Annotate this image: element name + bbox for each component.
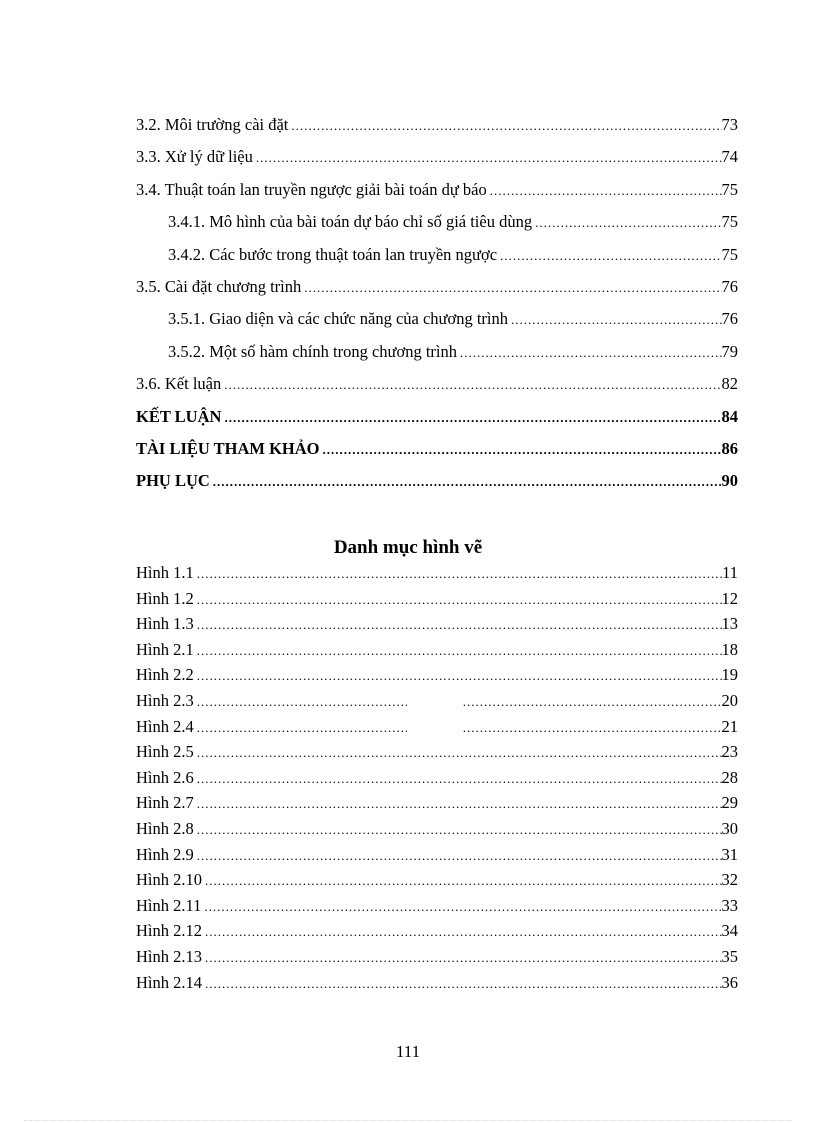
figure-page: 13 <box>721 614 738 634</box>
figure-page: 28 <box>721 767 738 787</box>
figure-label: Hình 2.3 <box>136 690 194 710</box>
toc-entry-page: 90 <box>721 471 738 491</box>
toc-entry-3-2[interactable] <box>136 113 738 145</box>
toc-entry-label: KẾT LUẬN <box>136 406 222 426</box>
figure-label: Hình 2.11 <box>136 895 202 915</box>
figure-label: Hình 1.3 <box>136 614 194 634</box>
figure-page: 30 <box>721 818 738 838</box>
dot-leader <box>197 717 407 739</box>
figure-label: Hình 1.1 <box>136 563 194 582</box>
toc-entry-3-5-1[interactable] <box>136 307 738 339</box>
dot-leader <box>224 373 721 397</box>
figure-label: Hình 2.13 <box>136 946 202 966</box>
dot-leader <box>460 341 722 365</box>
dot-leader <box>205 921 722 943</box>
dot-leader <box>197 589 722 611</box>
dot-leader <box>323 438 722 462</box>
toc-entry-3-4-1[interactable] <box>136 210 738 242</box>
figure-page: 31 <box>721 844 738 864</box>
toc-entry-3-3[interactable] <box>136 145 738 177</box>
toc-entry-label: PHỤ LỤC <box>136 471 210 491</box>
figure-label: Hình 2.1 <box>136 639 194 659</box>
toc-entry-label: 3.4. Thuật toán lan truyền ngược giải bài toán dự báo <box>136 179 487 199</box>
dot-leader <box>490 179 722 203</box>
figure-entry[interactable] <box>136 664 738 690</box>
dot-leader <box>535 211 721 235</box>
toc-entry-label: 3.2. Môi trường cài đặt <box>136 115 289 134</box>
toc-entry-page: 75 <box>721 179 738 199</box>
figure-page: 18 <box>721 639 738 659</box>
table-of-contents <box>136 113 738 502</box>
figure-entry[interactable] <box>136 562 738 588</box>
dot-leader <box>197 845 722 867</box>
figure-page: 12 <box>721 588 738 608</box>
figure-entry[interactable] <box>136 869 738 895</box>
toc-entry-page: 73 <box>721 115 738 134</box>
dot-leader <box>213 470 722 494</box>
figure-label: Hình 2.4 <box>136 716 194 736</box>
dot-leader <box>511 308 722 332</box>
dot-leader <box>256 146 722 170</box>
figure-page: 36 <box>721 972 738 992</box>
figure-label: Hình 2.8 <box>136 818 194 838</box>
toc-entry-appendix[interactable] <box>136 469 738 501</box>
figure-label: Hình 2.7 <box>136 793 194 813</box>
figure-entry[interactable] <box>136 946 738 972</box>
figure-page: 34 <box>721 921 738 941</box>
dot-leader <box>224 406 721 430</box>
figure-page: 23 <box>721 742 738 762</box>
figures-list <box>136 562 738 997</box>
figure-entry[interactable] <box>136 767 738 793</box>
figure-label: Hình 2.12 <box>136 921 202 941</box>
figure-label: Hình 2.6 <box>136 767 194 787</box>
dot-leader <box>197 640 722 662</box>
dot-leader <box>197 665 722 687</box>
dot-leader <box>197 563 722 585</box>
figure-label: Hình 2.10 <box>136 870 202 890</box>
figure-page: 19 <box>721 665 738 685</box>
dot-leader <box>205 973 722 995</box>
toc-entry-page: 76 <box>721 276 738 296</box>
dot-leader <box>197 819 722 841</box>
figures-list-title: Danh mục hình vẽ <box>333 537 483 558</box>
figure-entry[interactable] <box>136 716 738 742</box>
figure-entry[interactable] <box>136 844 738 870</box>
dot-leader <box>204 896 721 918</box>
figure-entry[interactable] <box>136 613 738 639</box>
toc-entry-label: TÀI LIỆU THAM KHẢO <box>136 438 320 458</box>
figure-page: 29 <box>721 793 738 813</box>
figure-entry[interactable] <box>136 588 738 614</box>
page-number: 111 <box>395 1042 421 1061</box>
toc-entry-3-4[interactable] <box>136 178 738 210</box>
dot-leader <box>205 870 722 892</box>
toc-entry-label: 3.3. Xử lý dữ liệu <box>136 147 253 167</box>
dot-leader <box>205 947 722 969</box>
toc-entry-references[interactable] <box>136 437 738 469</box>
figure-entry[interactable] <box>136 895 738 921</box>
figure-entry[interactable] <box>136 792 738 818</box>
dot-leader <box>291 114 721 138</box>
figure-label: Hình 2.2 <box>136 665 194 685</box>
toc-entry-page: 79 <box>721 341 738 361</box>
dot-leader <box>304 276 721 300</box>
figure-label: Hình 2.14 <box>136 972 202 992</box>
figure-label: Hình 2.9 <box>136 844 194 864</box>
figure-page: 20 <box>721 690 738 710</box>
figure-entry[interactable] <box>136 690 738 716</box>
toc-entry-page: 86 <box>721 438 738 458</box>
toc-entry-label: 3.5.1. Giao diện và các chức năng của chương trình <box>168 309 508 329</box>
dot-leader <box>463 717 722 739</box>
toc-entry-page: 84 <box>721 406 738 426</box>
figure-entry[interactable] <box>136 639 738 665</box>
toc-entry-page: 74 <box>721 147 738 167</box>
dot-leader <box>197 793 722 815</box>
toc-entry-label: 3.5. Cài đặt chương trình <box>136 276 302 296</box>
figure-label: Hình 1.2 <box>136 588 194 608</box>
toc-entry-label: 3.4.1. Mô hình của bài toán dự báo chỉ số giá tiêu dùng <box>168 212 533 232</box>
figure-page: 21 <box>721 716 738 736</box>
dot-leader <box>197 768 722 790</box>
figure-page: 35 <box>721 946 738 966</box>
toc-entry-label: 3.6. Kết luận <box>136 374 222 394</box>
toc-entry-page: 82 <box>721 374 738 394</box>
toc-entry-page: 75 <box>721 212 738 232</box>
figure-entry[interactable] <box>136 972 738 998</box>
toc-entry-conclusion[interactable] <box>136 405 738 437</box>
figure-label: Hình 2.5 <box>136 742 194 762</box>
dot-leader <box>463 691 722 713</box>
toc-entry-label: 3.4.2. Các bước trong thuật toán lan truyền ngược <box>168 244 498 264</box>
dot-leader <box>197 614 722 636</box>
figure-page: 32 <box>721 870 738 890</box>
page-bottom-divider <box>24 1120 792 1121</box>
toc-entry-page: 76 <box>721 309 738 329</box>
dot-leader <box>500 244 721 268</box>
figure-entry[interactable] <box>136 818 738 844</box>
dot-leader <box>197 691 407 713</box>
toc-entry-3-4-2[interactable] <box>136 243 738 275</box>
figure-entry[interactable] <box>136 920 738 946</box>
figure-entry[interactable] <box>136 741 738 767</box>
toc-entry-page: 75 <box>721 244 738 264</box>
toc-entry-3-6[interactable] <box>136 372 738 404</box>
toc-entry-3-5-2[interactable] <box>136 340 738 372</box>
figure-page: 33 <box>721 895 738 915</box>
toc-entry-3-5[interactable] <box>136 275 738 307</box>
toc-entry-label: 3.5.2. Một số hàm chính trong chương trình <box>168 341 457 361</box>
dot-leader <box>197 742 722 764</box>
figure-page: 11 <box>722 563 738 582</box>
